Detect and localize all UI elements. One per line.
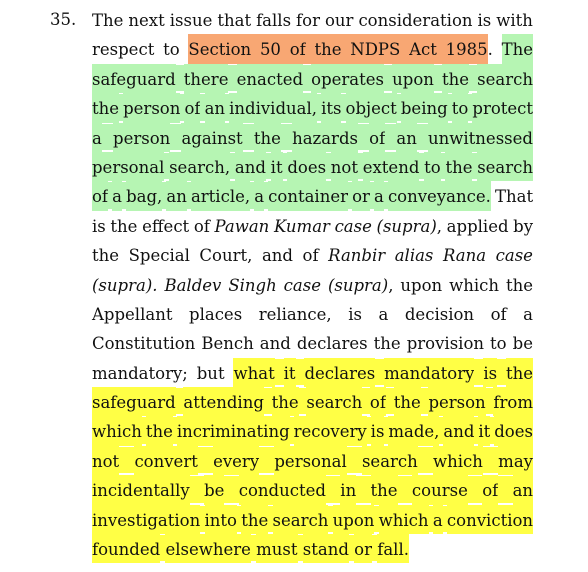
- word-space: [259, 447, 274, 473]
- word: applied: [446, 216, 509, 236]
- word-space: [224, 476, 238, 502]
- word: an: [205, 93, 225, 122]
- word: search,: [169, 152, 230, 181]
- word: recovery: [294, 416, 367, 445]
- word: not: [92, 446, 119, 475]
- paragraph-number: 35.: [50, 10, 77, 29]
- word-space: [474, 359, 483, 385]
- word: to: [163, 40, 180, 60]
- text-line: [92, 64, 533, 93]
- word: the: [373, 334, 401, 354]
- word: unwitnessed: [428, 123, 533, 152]
- word: 1985: [446, 34, 488, 63]
- word-space: [221, 270, 228, 299]
- word: of: [193, 216, 210, 236]
- word-space: [154, 34, 163, 63]
- word: mandatory;: [92, 363, 188, 383]
- word: of: [184, 93, 200, 122]
- word: decision: [404, 304, 475, 324]
- word: effect: [142, 216, 190, 236]
- word: person: [428, 387, 485, 416]
- word: NDPS: [350, 34, 400, 63]
- word: founded: [92, 534, 160, 563]
- word-space: [497, 359, 506, 385]
- word: the: [110, 216, 138, 236]
- text-line: [92, 93, 533, 122]
- word: of: [369, 123, 385, 152]
- word-space: [434, 65, 442, 91]
- word: to: [490, 334, 507, 354]
- word: does: [287, 152, 326, 181]
- word: case: [495, 246, 533, 266]
- word-space: [176, 65, 184, 91]
- word: alias: [394, 246, 434, 266]
- word: being: [401, 93, 448, 122]
- word: which: [433, 446, 483, 475]
- word-space: [469, 65, 477, 91]
- word: of: [92, 181, 108, 210]
- word: container: [268, 181, 348, 210]
- word: does: [494, 416, 533, 445]
- text-line: [92, 299, 533, 328]
- word: search: [477, 152, 533, 181]
- word: The: [502, 34, 533, 63]
- word: search: [477, 64, 533, 93]
- word: a: [374, 181, 384, 210]
- word: every: [213, 446, 259, 475]
- word: incriminating: [177, 416, 290, 445]
- text-line: [92, 475, 533, 504]
- text-line: [92, 34, 533, 63]
- word-space: [362, 299, 379, 328]
- word: it: [271, 152, 283, 181]
- word: course: [412, 475, 468, 504]
- word-space: [362, 388, 370, 414]
- word: search: [306, 387, 362, 416]
- word: falls: [256, 11, 292, 30]
- word-space: [385, 124, 396, 150]
- word-space: [190, 476, 204, 502]
- word: conviction: [447, 505, 533, 534]
- word: by: [513, 216, 534, 236]
- word: an: [166, 181, 186, 210]
- word: with: [496, 11, 533, 30]
- word: fall.: [377, 534, 409, 563]
- word: the: [272, 387, 299, 416]
- word: case: [283, 275, 321, 295]
- word: is: [348, 304, 362, 324]
- word: the: [506, 358, 533, 387]
- word: the: [442, 64, 469, 93]
- word-space: [342, 34, 351, 63]
- word: made,: [388, 416, 439, 445]
- word-space: [468, 476, 482, 502]
- word-space: [347, 447, 362, 473]
- text-line: [92, 387, 533, 416]
- word-space: [385, 240, 395, 269]
- paragraph-body: [92, 5, 533, 563]
- word: but: [196, 363, 225, 383]
- word: of: [490, 304, 507, 324]
- word: safeguard: [92, 387, 176, 416]
- word: (supra): [327, 275, 389, 295]
- word-space: [398, 476, 412, 502]
- word: it: [284, 358, 296, 387]
- word: safeguard: [92, 64, 176, 93]
- word: or: [352, 181, 370, 210]
- word: our: [324, 11, 354, 30]
- word: the: [92, 93, 119, 122]
- word-space: [190, 240, 200, 269]
- word-space: [296, 359, 305, 385]
- text-line: [92, 240, 533, 269]
- word-space: [306, 34, 315, 63]
- word: search: [273, 505, 329, 534]
- word: for: [296, 11, 320, 30]
- word: elsewhere: [165, 534, 250, 563]
- word-space: [437, 34, 446, 63]
- word: issue: [169, 11, 213, 30]
- word: operates: [311, 64, 384, 93]
- word-space: [319, 240, 329, 269]
- word: to: [452, 93, 469, 122]
- word: is: [477, 11, 492, 30]
- word: is: [371, 416, 385, 445]
- word-space: [225, 358, 234, 387]
- word-space: [418, 447, 433, 473]
- word: 50: [260, 34, 281, 63]
- word: it: [478, 416, 490, 445]
- word: stand: [303, 534, 349, 563]
- word-space: [326, 476, 340, 502]
- word-space: [119, 240, 129, 269]
- word: the: [92, 246, 120, 266]
- word: personal: [274, 446, 346, 475]
- text-line: [92, 446, 533, 475]
- word: the: [241, 505, 268, 534]
- word-space: [281, 34, 290, 63]
- word: conducted: [239, 475, 326, 504]
- word-space: [228, 65, 236, 91]
- word: (supra).: [92, 275, 158, 295]
- word-space: [172, 299, 189, 328]
- word: respect: [92, 40, 155, 60]
- word: an: [396, 123, 416, 152]
- text-line: [92, 270, 533, 299]
- word: consideration: [358, 11, 473, 30]
- word: the: [254, 123, 281, 152]
- word: person: [123, 93, 180, 122]
- word: of: [302, 246, 319, 266]
- word: conveyance.: [388, 181, 491, 210]
- word: Section: [188, 34, 251, 63]
- word: a: [254, 181, 264, 210]
- word: (supra): [376, 216, 437, 236]
- word-space: [358, 124, 369, 150]
- word-space: [499, 270, 506, 299]
- word: hazards: [292, 123, 358, 152]
- text-line: [92, 416, 533, 445]
- word-space: [507, 299, 524, 328]
- word: a: [433, 505, 443, 534]
- word: Constitution: [92, 334, 196, 354]
- text-line: [92, 358, 533, 387]
- word: of: [370, 387, 386, 416]
- word-space: [188, 358, 197, 387]
- word-space: [332, 299, 349, 328]
- word: Appellant: [92, 304, 173, 324]
- word: Pawan: [214, 216, 270, 236]
- word: Bench: [201, 334, 254, 354]
- word: a: [378, 304, 389, 324]
- word: Ranbir: [328, 246, 386, 266]
- word: the: [505, 275, 533, 295]
- word: bag,: [126, 181, 162, 210]
- word-space: [498, 476, 512, 502]
- word: provision: [406, 334, 485, 354]
- word-space: [386, 388, 394, 414]
- text-line: [92, 123, 533, 152]
- word-space: [400, 34, 409, 63]
- word: attending: [183, 387, 264, 416]
- word-space: [293, 240, 303, 269]
- word: against: [181, 123, 242, 152]
- word: and: [259, 334, 291, 354]
- word: the: [445, 152, 472, 181]
- word: next: [128, 11, 165, 30]
- word: in: [340, 475, 356, 504]
- word: ,: [436, 216, 443, 236]
- word: Rana: [442, 246, 487, 266]
- word: a: [92, 123, 102, 152]
- word: reliance,: [258, 304, 332, 324]
- word-space: [303, 65, 311, 91]
- word-space: [252, 240, 262, 269]
- word: which: [92, 416, 142, 445]
- word-space: [251, 34, 260, 63]
- word: places: [189, 304, 243, 324]
- word: upon: [400, 275, 443, 295]
- word: and: [443, 416, 474, 445]
- word: Baldev: [164, 275, 222, 295]
- word: ,: [388, 275, 394, 295]
- word-space: [299, 388, 307, 414]
- word: not: [331, 152, 358, 181]
- word: Act: [409, 34, 437, 63]
- word: to: [424, 152, 441, 181]
- word-space: [198, 447, 213, 473]
- word: search: [362, 446, 418, 475]
- word-space: [242, 299, 259, 328]
- word: incidentally: [92, 475, 190, 504]
- word-space: [393, 270, 400, 299]
- word: its: [321, 93, 341, 122]
- word: which: [379, 505, 429, 534]
- word-space: [356, 476, 370, 502]
- word-space: [384, 65, 392, 91]
- word-space: [275, 359, 284, 385]
- word-space: [417, 124, 428, 150]
- word: Singh: [228, 275, 277, 295]
- word: there: [184, 64, 229, 93]
- word: be: [512, 334, 533, 354]
- word: upon: [392, 64, 434, 93]
- word-space: [176, 388, 184, 414]
- word: mandatory: [384, 358, 474, 387]
- word-space: [493, 34, 502, 63]
- word: a: [523, 304, 534, 324]
- text-line: [92, 5, 533, 34]
- word-space: [421, 388, 429, 414]
- word: what: [233, 358, 274, 387]
- word: from: [493, 387, 533, 416]
- word: Kumar: [273, 216, 330, 236]
- word-space: [170, 124, 181, 150]
- word: That: [494, 187, 534, 207]
- word: and: [261, 246, 293, 266]
- word-space: [264, 388, 272, 414]
- word: convert: [134, 446, 197, 475]
- word: individual,: [229, 93, 317, 122]
- word-space: [442, 270, 449, 299]
- word-space: [102, 124, 113, 150]
- word: into: [205, 505, 237, 534]
- word-space: [486, 388, 494, 414]
- word: must: [256, 534, 297, 563]
- word: that: [217, 11, 252, 30]
- word-space: [375, 359, 384, 385]
- word: may: [498, 446, 533, 475]
- word: of: [290, 34, 306, 63]
- word: which: [449, 275, 500, 295]
- word-space: [180, 34, 189, 63]
- word-space: [483, 447, 498, 473]
- word: declares: [296, 334, 368, 354]
- text-line: [92, 328, 533, 357]
- word-space: [277, 270, 284, 299]
- text-line: [92, 181, 533, 210]
- word: declares: [304, 358, 375, 387]
- word: enacted: [237, 64, 303, 93]
- word: .: [487, 40, 493, 60]
- word: an: [513, 475, 533, 504]
- word-space: [486, 240, 496, 269]
- word: and: [235, 152, 266, 181]
- word: of: [482, 475, 498, 504]
- text-line: [92, 505, 533, 534]
- text-line: [92, 211, 533, 240]
- word: the: [394, 387, 421, 416]
- word: Court,: [199, 246, 253, 266]
- word: is: [483, 358, 497, 387]
- word: object: [346, 93, 397, 122]
- word: extend: [363, 152, 420, 181]
- word: person: [113, 123, 170, 152]
- word-space: [433, 240, 443, 269]
- word: or: [354, 534, 372, 563]
- word: protect: [472, 93, 533, 122]
- word: personal: [92, 152, 164, 181]
- word: The: [92, 11, 124, 30]
- word: Special: [128, 246, 190, 266]
- word-space: [474, 299, 491, 328]
- word: the: [371, 475, 398, 504]
- text-line: [92, 534, 533, 563]
- word: upon: [333, 505, 375, 534]
- word: investigation: [92, 505, 200, 534]
- word: be: [204, 475, 224, 504]
- word: a: [112, 181, 122, 210]
- word-space: [321, 270, 328, 299]
- word-space: [119, 447, 134, 473]
- word-space: [281, 124, 292, 150]
- word: is: [92, 216, 106, 236]
- word: the: [314, 34, 341, 63]
- word: article,: [191, 181, 250, 210]
- word: case: [334, 216, 372, 236]
- word-space: [243, 124, 254, 150]
- word: the: [146, 416, 173, 445]
- text-line: [92, 152, 533, 181]
- word-space: [388, 299, 405, 328]
